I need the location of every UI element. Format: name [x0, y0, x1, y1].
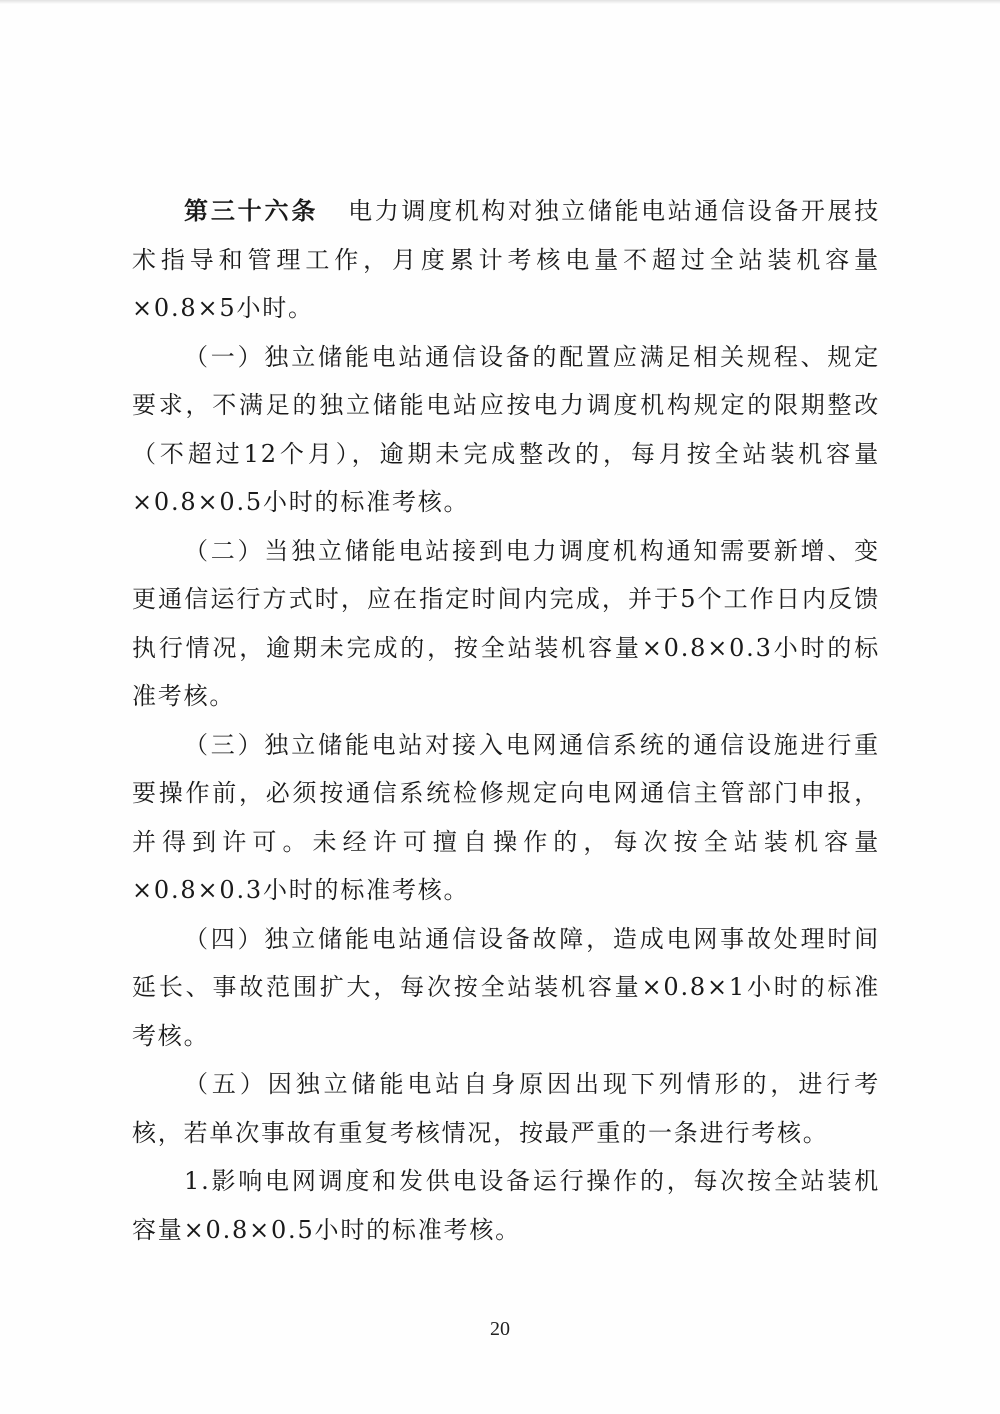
- clause-3: （三）独立储能电站对接入电网通信系统的通信设施进行重要操作前，必须按通信系统检修规定向电网通信主管部门申报，并得到许可。未经许可擅自操作的，每次按全站装机容量×0.8×0.3小时的标准考核。: [132, 730, 880, 904]
- article-intro: 电力调度机构对独立储能电站通信设备开展技术指导和管理工作，月度累计考核电量不超过全站装机容量×0.8×5小时。: [132, 197, 881, 322]
- sub-item-1: 1.影响电网调度和发供电设备运行操作的，每次按全站装机容量×0.8×0.5小时的标准考核。: [132, 1167, 880, 1244]
- clause-4: （四）独立储能电站通信设备故障，造成电网事故处理时间延长、事故范围扩大，每次按全站装机容量×0.8×1小时的标准考核。: [132, 924, 880, 1050]
- article-number: 第三十六条: [184, 197, 319, 225]
- page-number: 20: [490, 1318, 510, 1340]
- clause-5: （五）因独立储能电站自身原因出现下列情形的，进行考核，若单次事故有重复考核情况，按最严重的一条进行考核。: [132, 1070, 880, 1147]
- document-body: [132, 187, 880, 1254]
- clause-1: （一）独立储能电站通信设备的配置应满足相关规程、规定要求，不满足的独立储能电站应按电力调度机构规定的限期整改（不超过12个月），逾期未完成整改的，每月按全站装机容量×0.8×0.5小时的标准考核。: [132, 342, 880, 516]
- article-36-paragraph: [132, 187, 880, 333]
- clause-2: （二）当独立储能电站接到电力调度机构通知需要新增、变更通信运行方式时，应在指定时间内完成，并于5个工作日内反馈执行情况，逾期未完成的，按全站装机容量×0.8×0.3小时的标准考核。: [132, 536, 880, 710]
- scan-edge: [0, 0, 1000, 4]
